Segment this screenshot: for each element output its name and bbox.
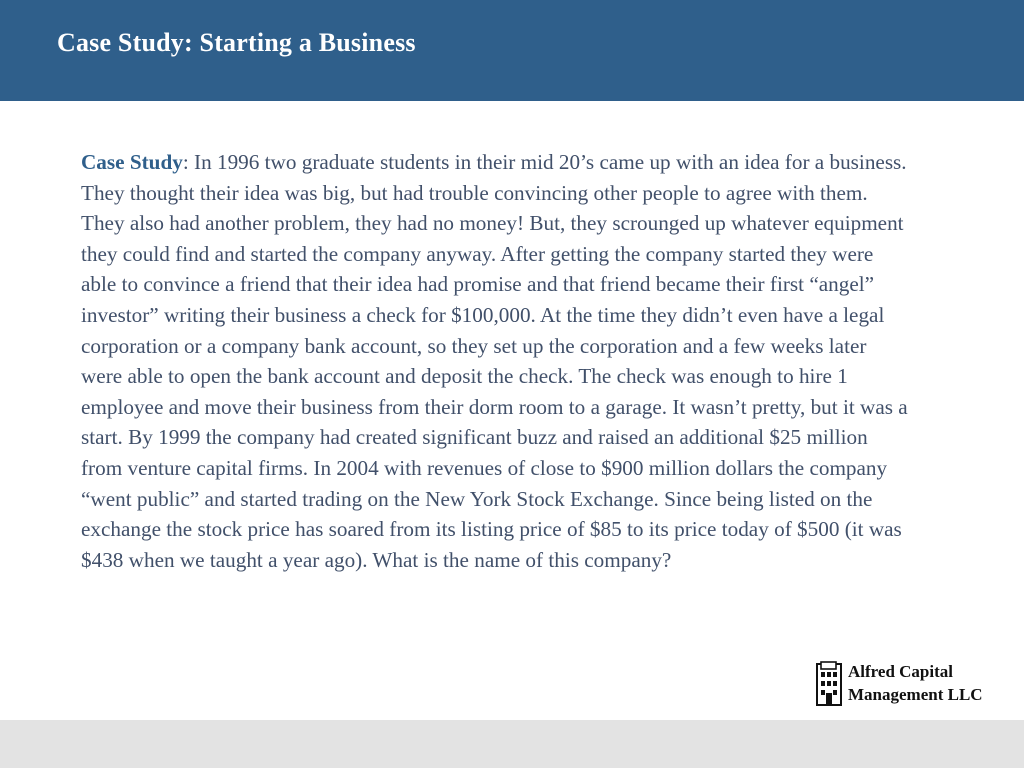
slide-header: [0, 0, 1024, 101]
slide-title: Case Study: Starting a Business: [57, 28, 416, 57]
case-study-body: [81, 147, 911, 575]
case-study-text: : In 1996 two graduate students in their mid 20’s came up with an idea for a business. They thought their idea was big, but had trouble convincing other people to agree with them. They also had another problem, they had no money! But, they scrounged up whatever equipment they could find and started the company anyway. After getting the company started they were able to convince a friend that their idea had promise and that friend became their first “angel” investor” writing their business a check for $100,000. At the time they didn’t even have a legal corporation or a company bank account, so they set up the corporation and a few weeks later were able to open the bank account and deposit the check. The check was enough to hire 1 employee and move their business from their dorm room to a garage. It wasn’t pretty, but it was a start. By 1999 the company had created significant buzz and raised an additional $25 million from venture capital firms. In 2004 with revenues of close to $900 million dollars the company “went public” and started trading on the New York Stock Exchange. Since being listed on the exchange the stock price has soared from its listing price of $85 to its price today of $500 (it was $438 when we taught a year ago). What is the name of this company?: [81, 150, 908, 572]
building-logo-icon: [816, 661, 842, 706]
case-study-paragraph: [81, 147, 911, 575]
logo-line-2: Management LLC: [848, 685, 983, 704]
logo-line-1: Alfred Capital: [848, 662, 953, 681]
logo-text: [848, 660, 983, 706]
company-logo: [816, 660, 1006, 710]
footer-bar: [0, 720, 1024, 768]
case-study-label: Case Study: [81, 150, 183, 174]
